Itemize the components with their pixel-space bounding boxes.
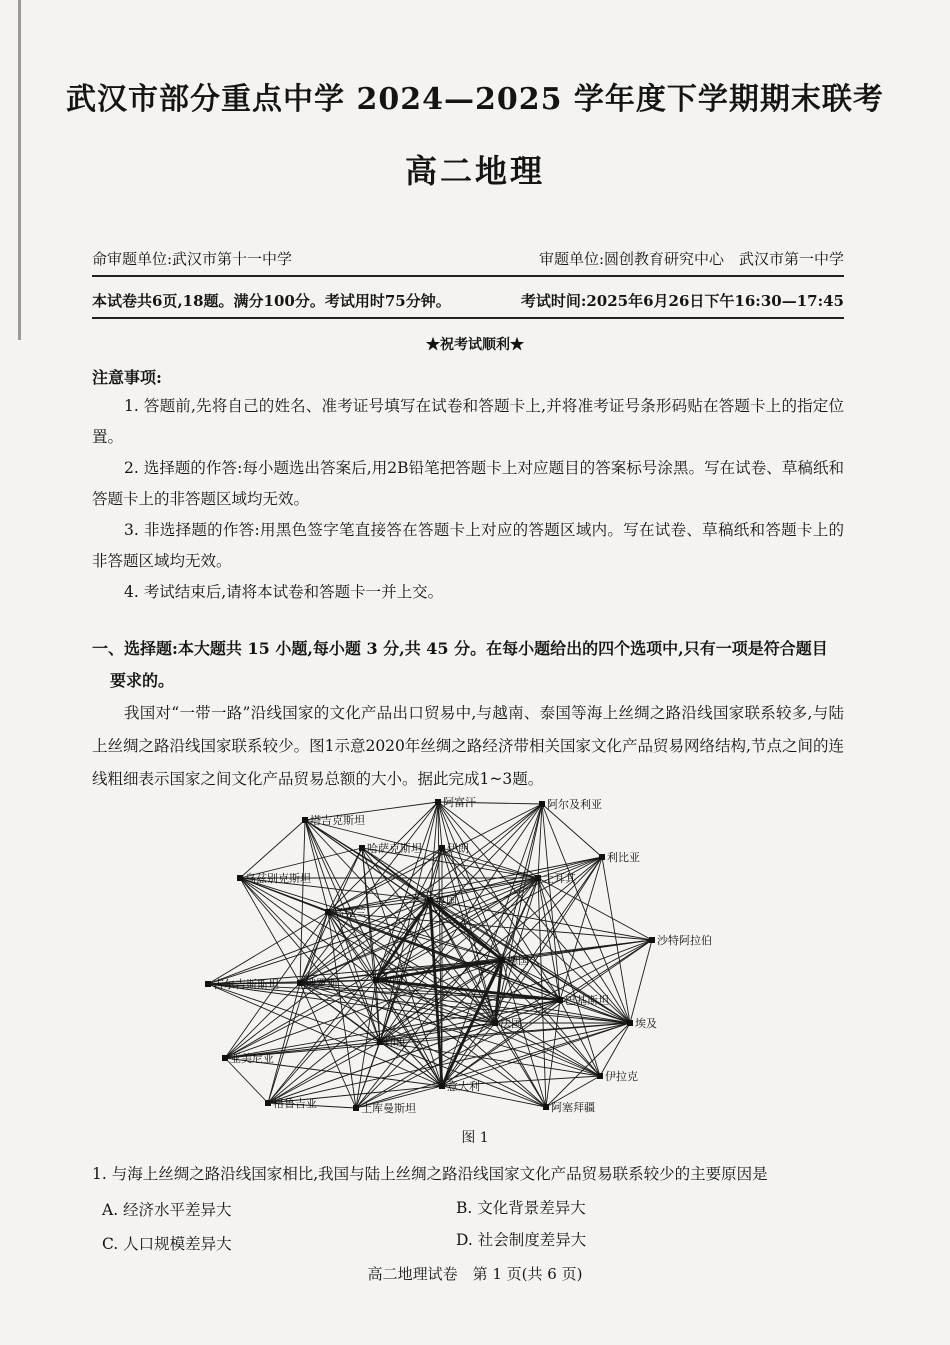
node-marker-gbr	[427, 897, 433, 903]
trade-network-figure	[190, 790, 730, 1120]
node-label-afg: 阿富汗	[443, 796, 476, 809]
node-label-kaz: 哈萨克斯坦	[367, 842, 422, 855]
notice-title: 注意事项:	[92, 368, 162, 387]
node-label-uzb: 乌兹别克斯坦	[245, 872, 311, 885]
node-marker-afg	[435, 799, 441, 805]
node-marker-kaz	[359, 845, 365, 851]
node-label-gbr: 英国	[435, 894, 457, 907]
node-marker-lby	[599, 854, 605, 860]
node-marker-irq	[597, 1073, 603, 1079]
node-label-ukr: 乌克兰	[333, 906, 366, 919]
exam-subject: 高二地理	[404, 152, 545, 190]
node-marker-arm	[222, 1055, 228, 1061]
node-marker-tjk	[302, 817, 308, 823]
trade-link	[225, 1023, 630, 1058]
exam-time: 考试时间:2025年6月26日下午16:30—17:45	[520, 292, 844, 310]
node-marker-deu	[499, 957, 505, 963]
node-label-tjk: 塔吉克斯坦	[310, 814, 365, 827]
figure-caption: 图 1	[461, 1130, 489, 1146]
trade-link	[380, 802, 438, 1042]
node-label-lby: 利比亚	[607, 851, 640, 864]
notice-item: 2. 选择题的作答:每小题选出答案后,用2B铅笔把答题卡上对应题目的答案标号涂黑。写在试卷、草稿纸和答题卡上的非答题区域均无效。	[92, 459, 844, 508]
trade-link	[268, 1000, 560, 1103]
node-marker-ind	[377, 1039, 383, 1045]
trade-link	[225, 980, 376, 1058]
node-marker-uzb	[237, 875, 243, 881]
node-label-arm: 亚美尼亚	[230, 1052, 274, 1065]
exam-info-left: 本试卷共6页,18题。满分100分。考试用时75分钟。	[92, 292, 451, 310]
node-marker-tkm	[353, 1105, 359, 1111]
node-label-irq: 伊拉克	[605, 1070, 638, 1083]
node-label-sau: 沙特阿拉伯	[657, 934, 712, 947]
node-label-chn: 中国	[381, 974, 403, 987]
node-label-geo: 格鲁吉亚	[273, 1097, 317, 1110]
node-marker-irn	[439, 845, 445, 851]
node-marker-chn	[373, 977, 379, 983]
exam-title: 武汉市部分重点中学 2024—2025 学年度下学期期末联考	[66, 82, 884, 117]
node-marker-fra	[492, 1020, 498, 1026]
section-heading-text: 一、选择题:本大题共 15 小题,每小题 3 分,共 45 分。在每小题给出的四个选项中,只有一项是符合题目	[92, 639, 828, 658]
node-marker-alg	[539, 801, 545, 807]
notice-item: 3. 非选择题的作答:用黑色签字笔直接答在答题卡上对应的答题区域内。写在试卷、草稿纸和答题卡上的非答题区域均无效。	[92, 521, 844, 570]
question-1-option-c: C. 人口规模差异大	[102, 1235, 232, 1253]
node-marker-geo	[265, 1100, 271, 1106]
section-heading-cont: 要求的。	[110, 671, 175, 690]
node-label-alg: 阿尔及利亚	[547, 798, 602, 811]
trade-link	[538, 878, 652, 940]
node-label-irn: 伊朗	[447, 842, 469, 855]
node-label-deu: 德国	[507, 954, 529, 967]
node-marker-rus	[297, 980, 303, 986]
node-marker-ita	[439, 1083, 445, 1089]
trade-link	[542, 804, 602, 857]
notice-item: 1. 答题前,先将自己的姓名、准考证号填写在试卷和答题卡上,并将准考证号条形码贴在答题卡上的指定位置。	[92, 397, 844, 446]
node-label-tkm: 土库曼斯坦	[361, 1102, 416, 1115]
setter-row	[92, 248, 844, 277]
setter-unit: 命审题单位:武汉市第十一中学	[92, 250, 293, 268]
node-label-ind: 印度	[385, 1036, 407, 1049]
node-marker-aze	[543, 1104, 549, 1110]
node-marker-ukr	[325, 909, 331, 915]
node-label-ita: 意大利	[447, 1080, 480, 1093]
exam-info-row	[92, 290, 844, 319]
node-label-tur: 土耳其	[543, 872, 576, 885]
question-1-option-d: D. 社会制度差异大	[456, 1231, 587, 1249]
node-label-egy: 埃及	[635, 1017, 657, 1030]
node-marker-sau	[649, 937, 655, 943]
node-label-kgz: 吉尔吉斯斯坦	[213, 978, 279, 991]
question-1-option-b: B. 文化背景差异大	[456, 1199, 586, 1217]
node-marker-pak	[557, 997, 563, 1003]
node-label-rus: 俄罗斯	[305, 977, 338, 990]
node-marker-kgz	[205, 981, 211, 987]
trade-link	[240, 820, 305, 878]
question-1-stem: 1. 与海上丝绸之路沿线国家相比,我国与陆上丝绸之路沿线国家文化产品贸易联系较少的主要原因是	[92, 1165, 768, 1183]
question-1-option-a: A. 经济水平差异大	[102, 1201, 232, 1219]
reviewer-unit: 审题单位:圆创教育研究中心 武汉市第一中学	[538, 250, 844, 268]
trade-link	[542, 804, 630, 1023]
section-heading	[92, 633, 844, 697]
notice-item: 4. 考试结束后,请将本试卷和答题卡一并上交。	[124, 583, 444, 601]
good-luck-banner: ★祝考试顺利★	[426, 337, 524, 353]
node-label-aze: 阿塞拜疆	[551, 1101, 595, 1114]
node-marker-egy	[627, 1020, 633, 1026]
node-marker-tur	[535, 875, 541, 881]
question-intro: 我国对“一带一路”沿线国家的文化产品出口贸易中,与越南、泰国等海上丝绸之路沿线国家联系较多,与陆上丝绸之路沿线国家联系较少。图1示意2020年丝绸之路经济带相关国家文化产品贸易网络结构,节点之间的连线粗细表示国家之间文化产品贸易总额的大小。据此完成1~3题。	[92, 704, 844, 788]
node-label-pak: 巴基斯坦	[565, 994, 609, 1007]
page-footer: 高二地理试卷 第 1 页(共 6 页)	[367, 1265, 583, 1283]
network-edges	[208, 802, 652, 1108]
node-label-fra: 法国	[500, 1017, 522, 1030]
